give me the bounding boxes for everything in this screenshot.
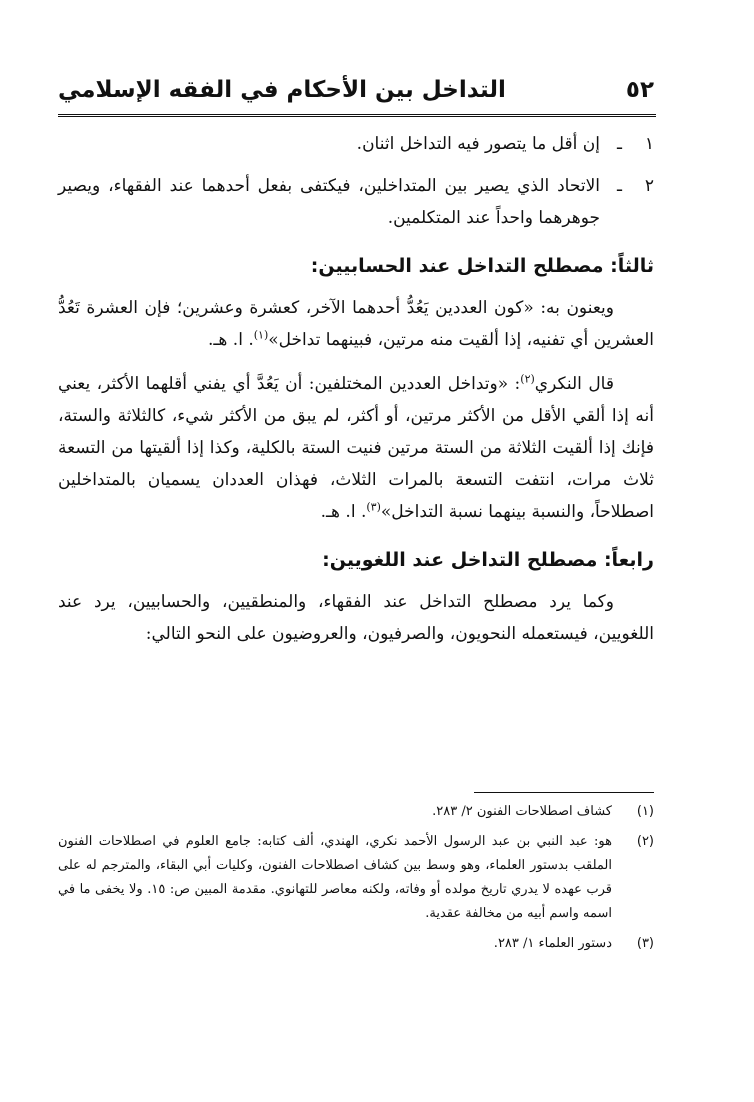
footnote-text: دستور العلماء ١/ ٢٨٣.	[493, 936, 612, 951]
page-number: ٥٢	[625, 77, 654, 103]
citation-end: . ا. هـ.	[320, 502, 367, 522]
footnotes	[58, 800, 654, 962]
footnote-ref[interactable]: (١)	[253, 328, 269, 342]
footnote-ref[interactable]: (٣)	[366, 500, 381, 514]
footnote-number: (١)	[636, 804, 654, 819]
list-dash: ـ	[617, 176, 622, 196]
list-item	[58, 170, 654, 234]
list-item-text: الاتحاد الذي يصير بين المتداخلين، فيكتفى بفعل أحدهما عند الفقهاء، ويصير جوهرهما واحداً عند المتكلمين.	[58, 176, 600, 228]
footnote-rule	[474, 792, 654, 793]
list-dash: ـ	[617, 134, 622, 154]
paragraph-text: ويعنون به: «كون العددين يَعُدُّ أحدهما الآخر، كعشرة وعشرين؛ فإن العشرة تَعُدُّ العشرين أي تفنيه، إذا ألقيت منه مرتين، فبينهما تداخل»	[58, 298, 654, 350]
list-item-number: ١	[644, 134, 654, 154]
citation-end: . ا. هـ.	[208, 330, 254, 350]
list-item-number: ٢	[644, 176, 654, 196]
paragraph-text: : «وتداخل العددين المختلفين: أن يَعُدَّ أي يفني أقلهما الأكثر، يعني أنه إذا ألقي الأقل من الأكثر مرتين، أو أكثر، لم يبق من الأكثر شيء، كالثلاثة والستة، فإنك إذا ألقيت الثلاثة من الستة مرتين فنيت الستة بالكلية، وكذا إذا ألقيتها من التسعة ثلاث مرات، انتفت التسعة بالمرات الثلاث، فهذان العددان يسميان بالمتداخلين اصطلاحاً، والنسبة بينهما نسبة التداخل»	[58, 374, 654, 522]
paragraph-nakri-quote	[58, 368, 654, 528]
page-header	[58, 68, 654, 112]
body-text	[58, 128, 654, 662]
section-heading-linguists: رابعاً: مصطلح التداخل عند اللغويين:	[322, 549, 654, 571]
footnote-number: (٣)	[636, 936, 654, 951]
paragraph-linguists: وكما يرد مصطلح التداخل عند الفقهاء، والمنطقيين، والحسابيين، يرد عند اللغويين، فيستعمله النحويون، والصرفيون، والعروضيون على النحو التالي:	[58, 592, 654, 644]
footnote	[58, 932, 654, 956]
footnote-ref[interactable]: (٢)	[520, 372, 535, 386]
list-item-text: إن أقل ما يتصور فيه التداخل اثنان.	[356, 134, 600, 154]
paragraph-lead: قال النكري	[534, 374, 614, 394]
header-rule	[58, 114, 656, 120]
running-title: التداخل بين الأحكام في الفقه الإسلامي	[58, 77, 506, 103]
footnote	[58, 830, 654, 926]
footnote	[58, 800, 654, 824]
section-heading-arithmeticians: ثالثاً: مصطلح التداخل عند الحسابيين:	[310, 255, 654, 277]
paragraph-definition	[58, 292, 654, 356]
footnote-text: كشاف اصطلاحات الفنون ٢/ ٢٨٣.	[432, 804, 612, 819]
list-item	[58, 128, 654, 160]
footnote-number: (٢)	[636, 834, 654, 849]
footnote-text: هو: عبد النبي بن عبد الرسول الأحمد نكري، الهندي، ألف كتابه: جامع العلوم في اصطلاحات الفنون الملقب بدستور العلماء، وهو وسط بين كشاف اصطلاحات الفنون، وكليات أبي البقاء، والمترجم له على قرب عهده لا يدري تاريخ مولده أو وفاته، ولكنه معاصر للتهانوي. مقدمة المبين ص: ١٥. ولا يخفى ما في اسمه واسم أبيه من مخالفة عقدية.	[58, 834, 613, 921]
